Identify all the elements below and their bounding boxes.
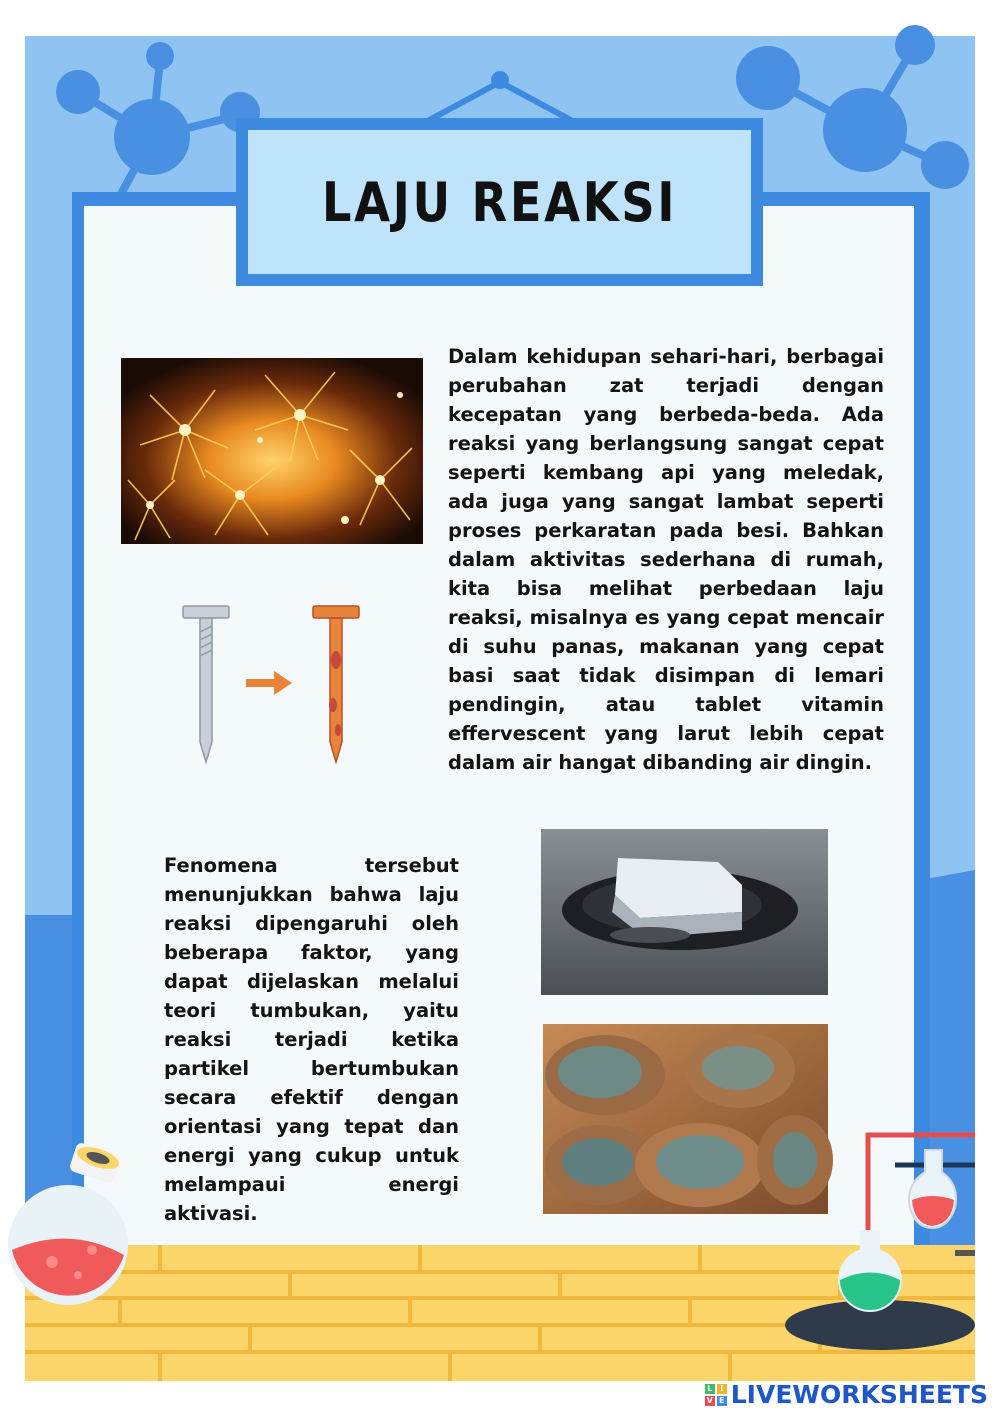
logo-letter-l: L bbox=[705, 1384, 715, 1394]
melting-ice-photo bbox=[541, 829, 828, 995]
logo-letter-v: V bbox=[706, 1396, 713, 1405]
explanation-paragraph: Fenomena tersebut menunjukkan bahwa laju reaksi dipengaruhi oleh beberapa faktor, yang dapat dijelaskan melalui teori tumbukan, yaitu reaksi terjadi ketika partikel bertumbukan secara efektif dengan orientasi yang tepat dan energi yang cukup untuk melampaui energi aktivasi. bbox=[164, 854, 459, 1225]
logo-letter-i: I bbox=[717, 1384, 727, 1394]
page-title: LAJU REAKSI bbox=[321, 170, 678, 234]
logo-text: LIVEWORKSHEETS bbox=[730, 1380, 988, 1409]
fireworks-photo bbox=[121, 358, 423, 544]
moldy-bread-photo bbox=[543, 1024, 833, 1214]
liveworksheets-logo bbox=[705, 1380, 988, 1409]
intro-paragraph: Dalam kehidupan sehari-hari, berbagai perubahan zat terjadi dengan kecepatan yang berbeda-beda. Ada reaksi yang berlangsung sangat cepat seperti kembang api yang meledak, ada juga yang sangat lambat seperti proses perkaratan pada besi. Bahkan dalam aktivitas sederhana di rumah, kita bisa melihat perbedaan laju reaksi, misalnya es yang cepat mencair di suhu panas, makanan yang cepat basi saat tidak disimpan di lemari pendingin, atau tablet vitamin effervescent yang larut lebih cepat dalam air hangat dibanding air dingin. bbox=[448, 345, 884, 774]
title-board bbox=[236, 118, 763, 286]
logo-mark-icon bbox=[705, 1384, 727, 1406]
logo-letter-e: E bbox=[717, 1396, 727, 1406]
